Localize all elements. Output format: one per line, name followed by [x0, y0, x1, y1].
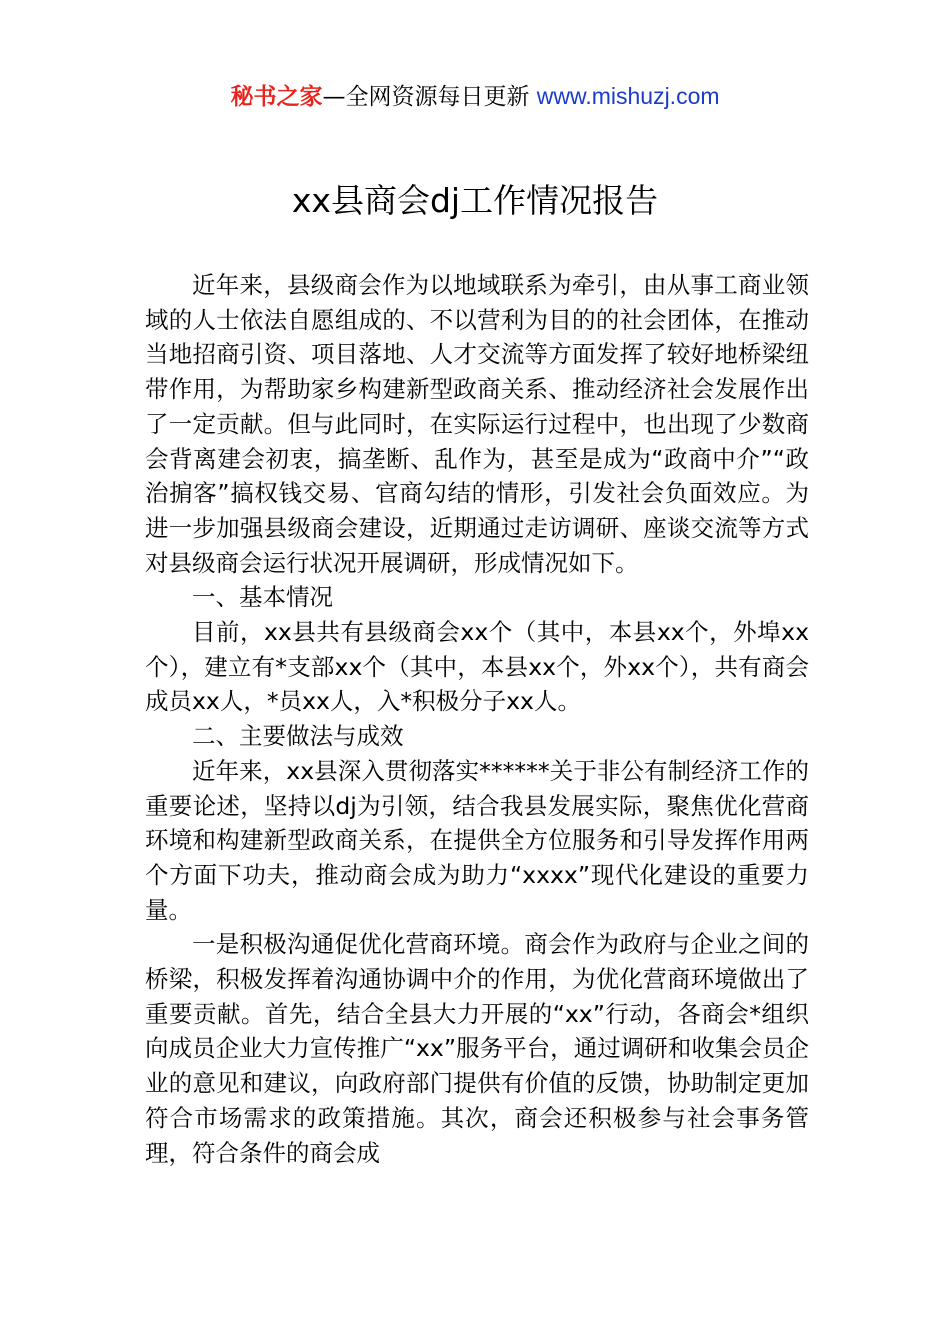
- section-heading-basic: 一、基本情况: [192, 583, 333, 612]
- header-tagline: —全网资源每日更新: [322, 84, 537, 110]
- intro-paragraph: 近年来，县级商会作为以地域联系为牵引，由从事工商业领域的人士依法自愿组成的、不以营利为目的的社会团体，在推动当地招商引资、项目落地、人才交流等方面发挥了较好地桥梁纽带作用，为帮助家乡构建新型政商关系、推动经济社会发展作出了一定贡献。但与此同时，在实际运行过程中，也出现了少数商会背离建会初衷，搞垄断、乱作为，甚至是成为“政商中介”“政治掮客”搞权钱交易、官商勾结的情形，引发社会负面效应。为进一步加强县级商会建设，近期通过走访调研、座谈交流等方式对县级商会运行状况开展调研，形成情况如下。: [145, 271, 809, 577]
- site-url-link[interactable]: www.mishuzj.com: [536, 83, 720, 109]
- document-body: [145, 268, 809, 1170]
- practices-paragraph: 近年来，xx县深入贯彻落实******关于非公有制经济工作的重要论述，坚持以dj为引领，结合我县发展实际，聚焦优化营商环境和构建新型政商关系，在提供全方位服务和引导发挥作用两个方面下功夫，推动商会成为助力“xxxx”现代化建设的重要力量。: [145, 756, 809, 924]
- business-environment-paragraph: 一是积极沟通促优化营商环境。商会作为政府与企业之间的桥梁，积极发挥着沟通协调中介的作用，为优化营商环境做出了重要贡献。首先，结合全县大力开展的“xx”行动，各商会*组织向成员企业大力宣传推广“xx”服务平台，通过调研和收集会员企业的意见和建议，向政府部门提供有价值的反馈，协助制定更加符合市场需求的政策措施。其次，商会还积极参与社会事务管理，符合条件的商会成: [145, 930, 809, 1167]
- brand-name: 秘书之家: [230, 84, 323, 110]
- section-heading-practices: 二、主要做法与成效: [192, 722, 404, 751]
- document-title: xx县商会dj工作情况报告: [291, 181, 659, 220]
- basic-info-paragraph: 目前，xx县共有县级商会xx个（其中，本县xx个，外埠xx个），建立有*支部xx个（其中，本县xx个，外xx个），共有商会成员xx人，*员xx人，入*积极分子xx人。: [145, 618, 809, 716]
- site-header: [0, 80, 950, 113]
